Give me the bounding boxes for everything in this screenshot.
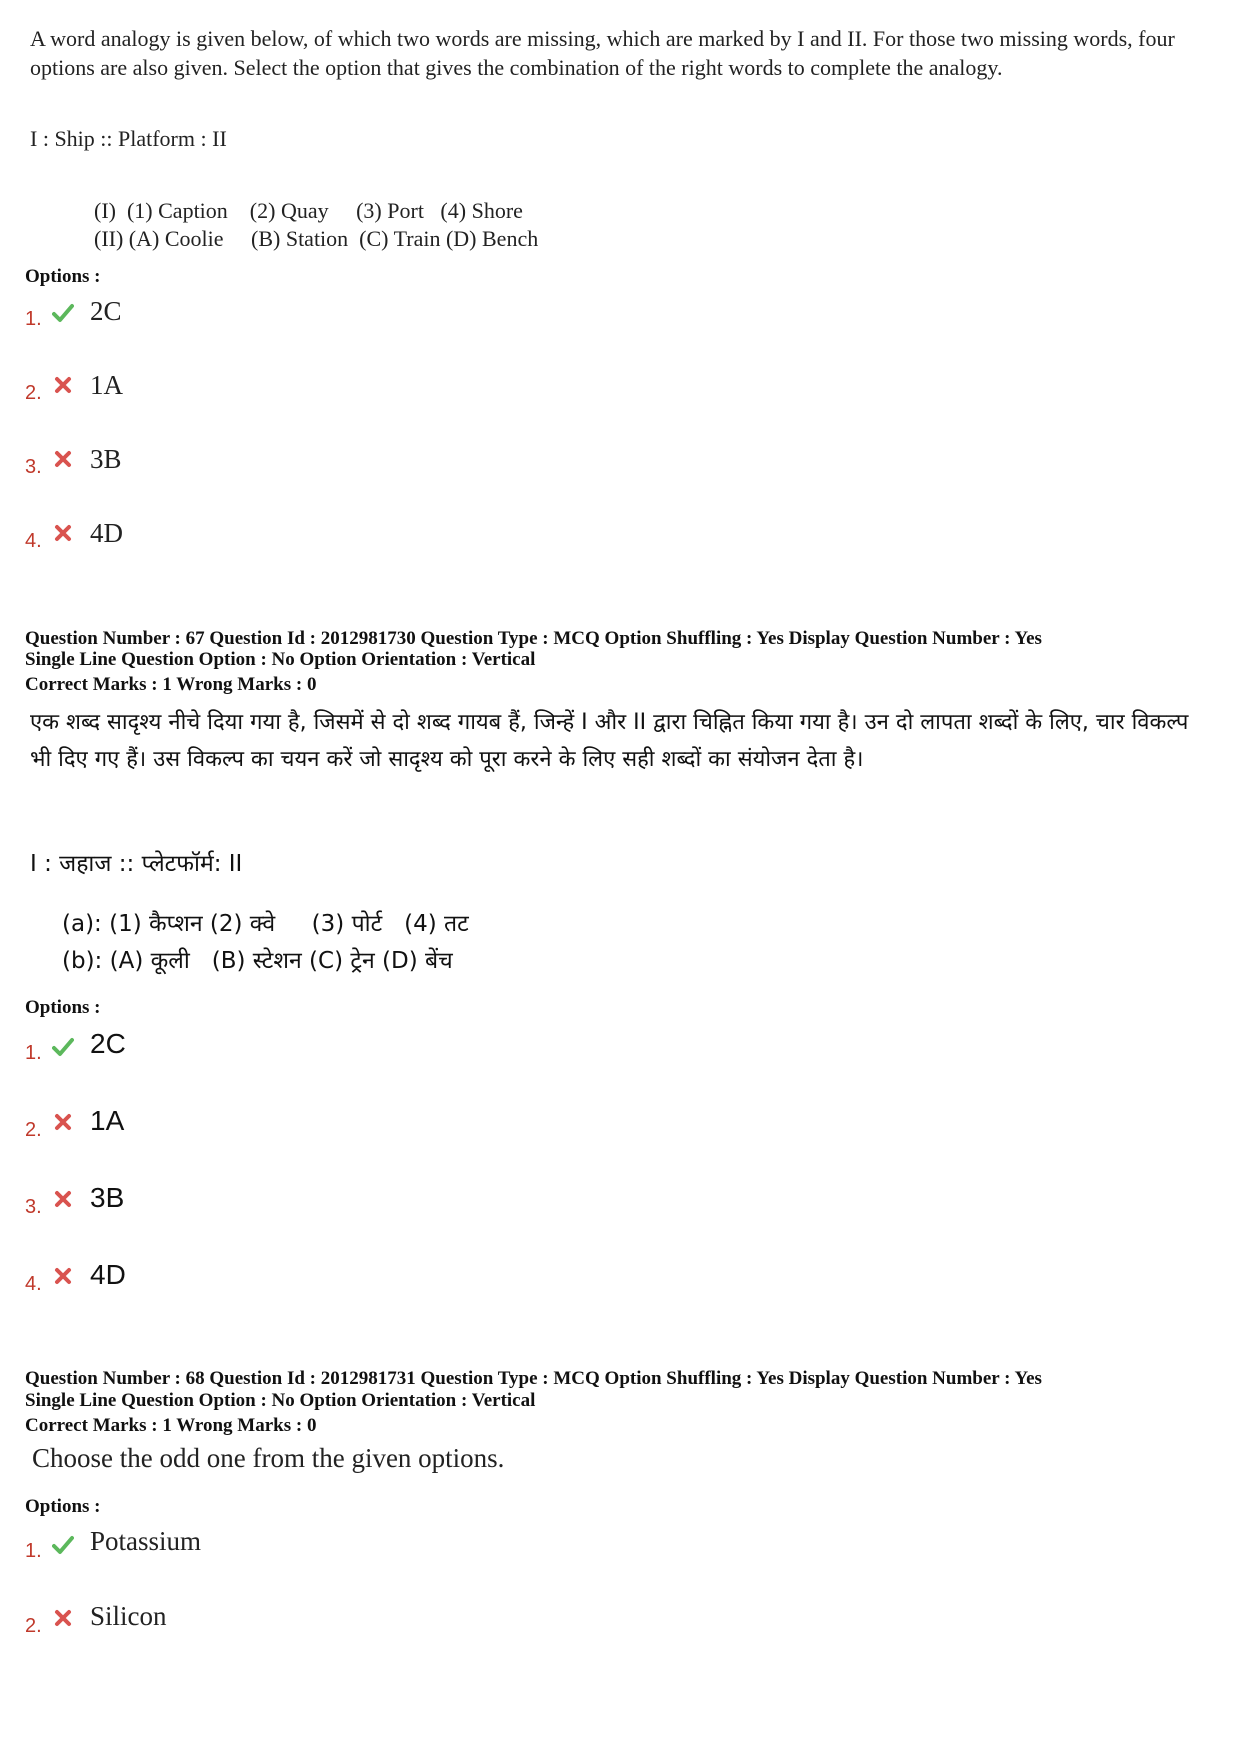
cross-icon	[54, 1609, 72, 1627]
question-67-instruction: एक शब्द सादृश्य नीचे दिया गया है, जिसमें से दो शब्द गायब हैं, जिन्हें I और II द्वारा चिह्नित किया गया है। उन दो लापता शब्दों के लिए, चार विकल्प भी दिए गए हैं। उस विकल्प का चयन करें जो सादृश्य को पूरा करने के लिए सही शब्दों का संयोजन देता है।	[30, 710, 1189, 772]
option-text: 2C	[90, 1028, 126, 1059]
question-67-meta-line-1: Question Number : 67 Question Id : 2012981730 Question Type : MCQ Option Shuffling : Yes Display Question Number : Yes	[25, 628, 1042, 649]
check-icon	[52, 302, 74, 324]
question-66-choices-row-2: (II) (A) Coolie (B) Station (C) Train (D) Bench	[94, 226, 539, 251]
question-66-instruction: A word analogy is given below, of which two words are missing, which are marked by I and II. For those two missing words, four options are also given. Select the option that gives the combination of the right words to complete the analogy.	[30, 26, 1175, 80]
question-67-analogy: I : जहाज :: प्लेटफॉर्म: II	[30, 851, 243, 877]
option-text: 1A	[90, 1105, 125, 1136]
cross-icon	[54, 450, 72, 468]
option-number: 4.	[25, 1273, 42, 1295]
cross-icon	[54, 1190, 72, 1208]
option-text: Potassium	[90, 1526, 202, 1556]
cross-icon	[54, 1113, 72, 1131]
cross-icon	[54, 1267, 72, 1285]
option-text: 3B	[90, 1182, 125, 1213]
option-text: 4D	[90, 518, 123, 548]
option-number: 1.	[25, 1042, 42, 1064]
question-68-meta-line-2: Single Line Question Option : No Option Orientation : Vertical	[25, 1390, 536, 1411]
cross-icon	[54, 524, 72, 542]
option-number: 4.	[25, 530, 42, 552]
options-label: Options :	[25, 1496, 101, 1517]
option-text: 4D	[90, 1259, 126, 1290]
question-67-marks: Correct Marks : 1 Wrong Marks : 0	[25, 674, 317, 695]
option-number: 3.	[25, 1196, 42, 1218]
option-text: 1A	[90, 370, 123, 400]
question-66-choices-row-1: (I) (1) Caption (2) Quay (3) Port (4) Shore	[94, 198, 523, 223]
option-number: 1.	[25, 308, 42, 330]
check-icon	[52, 1036, 74, 1058]
option-text: 2C	[90, 296, 122, 326]
option-text: 3B	[90, 444, 122, 474]
option-number: 2.	[25, 1615, 42, 1637]
question-67-choices-row-2: (b): (A) कूली (B) स्टेशन (C) ट्रेन (D) बेंच	[62, 948, 453, 974]
option-number: 1.	[25, 1540, 42, 1562]
question-66-analogy: I : Ship :: Platform : II	[30, 126, 227, 151]
option-number: 2.	[25, 1119, 42, 1141]
option-text: Silicon	[90, 1601, 167, 1631]
option-number: 2.	[25, 382, 42, 404]
question-67-meta-line-2: Single Line Question Option : No Option Orientation : Vertical	[25, 649, 536, 670]
question-67-choices-row-1: (a): (1) कैप्शन (2) क्वे (3) पोर्ट (4) तट	[62, 911, 469, 937]
cross-icon	[54, 376, 72, 394]
question-68-marks: Correct Marks : 1 Wrong Marks : 0	[25, 1415, 317, 1436]
question-68-text: Choose the odd one from the given options.	[32, 1443, 505, 1473]
options-label: Options :	[25, 997, 101, 1018]
option-number: 3.	[25, 456, 42, 478]
check-icon	[52, 1534, 74, 1556]
options-label: Options :	[25, 266, 101, 287]
question-68-meta-line-1: Question Number : 68 Question Id : 2012981731 Question Type : MCQ Option Shuffling : Yes Display Question Number : Yes	[25, 1368, 1042, 1389]
